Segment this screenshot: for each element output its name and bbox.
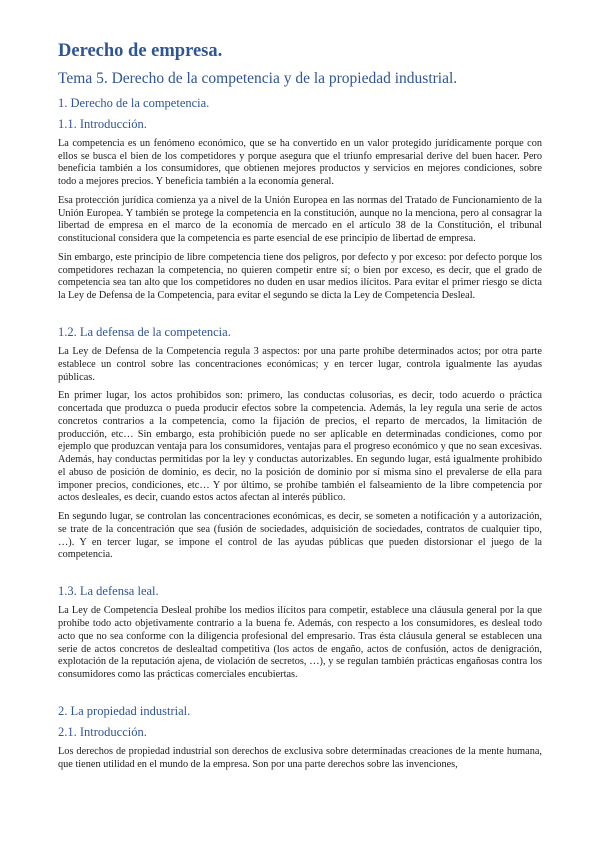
section-heading-propiedad-industrial: 2. La propiedad industrial.	[58, 703, 191, 718]
paragraph: La Ley de Defensa de la Competencia regula 3 aspectos: por una parte prohíbe determinados actos; por otra parte establece un control sobre las concentraciones económicas; y en tercer lugar, controla igualmente las ayudas públicas.	[58, 345, 542, 383]
spacer	[58, 688, 542, 704]
paragraph: La competencia es un fenómeno económico, que se ha convertido en un valor protegido jurídicamente porque con ellos se busca el bien de los competidores y porque asegura que el triunfo empresarial derive del buen hacer. Pero beneficia también a los consumidores, que obtienen mejores productos y servicios en mejores condiciones, sobre todo a mejores precios. Y beneficia también a la economía general.	[58, 137, 542, 188]
paragraph: La Ley de Competencia Desleal prohíbe los medios ilícitos para competir, establece una cláusula general por la que prohíbe todo acto objetivamente contrario a la buena fe. Además, con respecto a los consumidores, es desleal todo acto que no sea conforme con la diligencia profesional del empresario. Tras ésta cláusula general se establecen una serie de actos concretos de deslealtad competitiva (los actos de engaño, actos de confusión, actos de denigración, explotación de la reputación ajena, de violación de secretos, …), y se regulan también prácticas engañosas contra los consumidores como las prácticas comerciales encubiertas.	[58, 605, 542, 681]
topic-heading: Tema 5. Derecho de la competencia y de la propiedad industrial.	[58, 70, 458, 88]
subsection-heading-introduccion-2: 2.1. Introducción.	[58, 724, 147, 739]
paragraph: En primer lugar, los actos prohibidos son: primero, las conductas colusorias, es decir, todo acuerdo o práctica concertada que produzca o pueda producir efectos sobre la competencia. Además, la ley regula una serie de actos concretos contrarios a la competencia, como la fijación de precios, el reparto de mercados, la limitación de producción, etc… Sin embargo, esta prohibición puede no ser aplicable en determinadas condiciones, como por ejemplo que produzcan ventaja para los consumidores, ventajas para el progreso económico y que no sean excesivas. Además, hay conductas permitidas por la ley y conductas autorizables. En segundo lugar, está igualmente prohibido el abuso de posición de dominio, es decir, no la posición de dominio por sí misma sino el prevalerse de ella para imponer precios, condiciones, etc… Y por último, se prohíbe también el falseamiento de la libre competencia por actos desleales, es decir, cuando estos actos afectan al interés público.	[58, 390, 542, 504]
paragraph: Sin embargo, este principio de libre competencia tiene dos peligros, por defecto y por exceso: por defecto porque los competidores rechazan la competencia, no quieren competir entre sí; o bien por exceso, es decir, que el grado de competencia sea tan alto que los competidores no duden en usar medios ilícitos. Para evitar el primer riesgo se dicta la Ley de Defensa de la Competencia, para evitar el segundo se dicta la Ley de Competencia Desleal.	[58, 251, 542, 302]
spacer	[58, 309, 542, 325]
paragraph: Los derechos de propiedad industrial son derechos de exclusiva sobre determinadas creaciones de la mente humana, que tienen utilidad en el mundo de la empresa. Son por una parte derechos sobre las invenciones,	[58, 745, 542, 770]
paragraph: Esa protección jurídica comienza ya a nivel de la Unión Europea en las normas del Tratado de Funcionamiento de la Unión Europea. Y también se protege la competencia en la constitución, aunque no la menciona, pero al consagrar la libertad de empresa en el marco de la economía de mercado en el artículo 38 de la Constitución, el tribunal constitucional considera que la competencia es parte esencial de ese principio de libertad de empresa.	[58, 194, 542, 245]
section-heading-competencia: 1. Derecho de la competencia.	[58, 95, 210, 110]
document-title: Derecho de empresa.	[58, 41, 223, 61]
spacer	[58, 568, 542, 584]
subsection-heading-defensa-competencia: 1.2. La defensa de la competencia.	[58, 324, 231, 339]
subsection-heading-introduccion: 1.1. Introducción.	[58, 116, 147, 131]
subsection-heading-defensa-leal: 1.3. La defensa leal.	[58, 584, 159, 599]
paragraph: En segundo lugar, se controlan las concentraciones económicas, es decir, se someten a notificación y a autorización, se trate de la concentración que sea (fusión de sociedades, adquisición de sociedades, contratos de cualquier tipo, …). Y en tercer lugar, se impone el control de las ayudas públicas que pueden distorsionar el juego de la competencia.	[58, 511, 542, 561]
